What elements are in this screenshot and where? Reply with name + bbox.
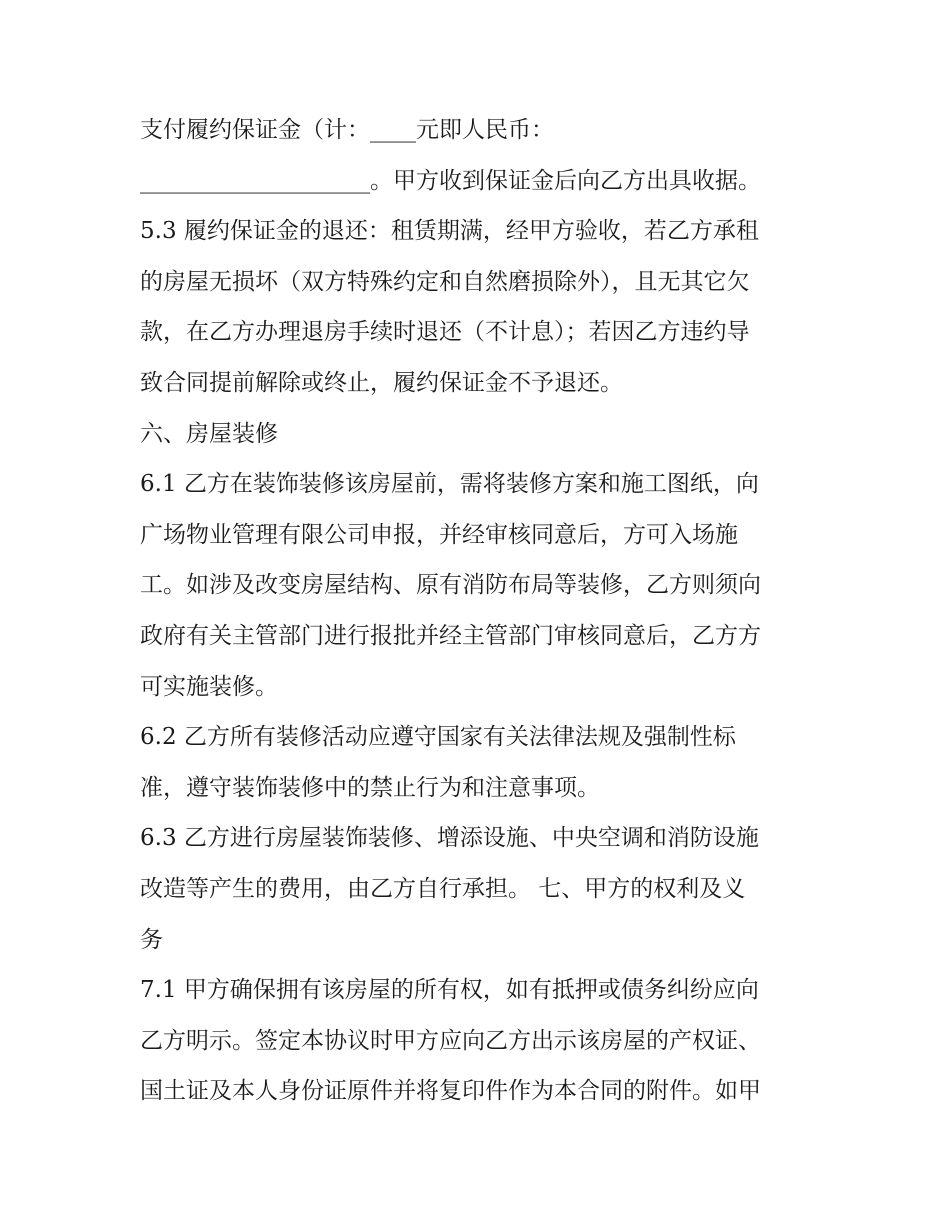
text-line: 务 [140, 926, 163, 953]
text-line: 工。如涉及改变房屋结构、原有消防布局等装修，乙方则须向 [140, 572, 761, 599]
text-line: 款，在乙方办理退房手续时退还（不计息）；若因乙方违约导 [140, 319, 750, 346]
text-line: ____________________。甲方收到保证金后向乙方出具收据。 [140, 167, 761, 194]
section-heading: 六、房屋装修 [140, 420, 278, 447]
text-line: 5.3 履约保证金的退还：租赁期满，经甲方验收，若乙方承租 [140, 218, 759, 245]
text-line: 6.1 乙方在装饰装修该房屋前，需将装修方案和施工图纸，向 [140, 471, 759, 498]
text-line: 国土证及本人身份证原件并将复印件作为本合同的附件。如甲 [140, 1078, 761, 1105]
text-line: 可实施装修。 [140, 673, 278, 700]
text-line: 广场物业管理有限公司申报，并经审核同意后，方可入场施 [140, 521, 738, 548]
text-line: 7.1 甲方确保拥有该房屋的所有权，如有抵押或债务纠纷应向 [140, 977, 759, 1004]
text-line: 准，遵守装饰装修中的禁止行为和注意事项。 [140, 774, 600, 801]
text-line: 致合同提前解除或终止，履约保证金不予退还。 [140, 369, 623, 396]
text-line: 的房屋无损坏（双方特殊约定和自然磨损除外），且无其它欠 [140, 268, 750, 295]
text-line: 改造等产生的费用，由乙方自行承担。 七、甲方的权利及义 [140, 875, 746, 902]
text-line: 6.2 乙方所有装修活动应遵守国家有关法律法规及强制性标 [140, 724, 736, 751]
text-line: 支付履约保证金（计：____元即人民币： [140, 117, 554, 143]
text-line: 6.3 乙方进行房屋装饰装修、增添设施、中央空调和消防设施 [140, 825, 759, 852]
text-line: 政府有关主管部门进行报批并经主管部门审核同意后，乙方方 [140, 622, 761, 649]
contract-body-text [140, 105, 830, 1117]
text-line: 乙方明示。签定本协议时甲方应向乙方出示该房屋的产权证、 [140, 1027, 761, 1054]
